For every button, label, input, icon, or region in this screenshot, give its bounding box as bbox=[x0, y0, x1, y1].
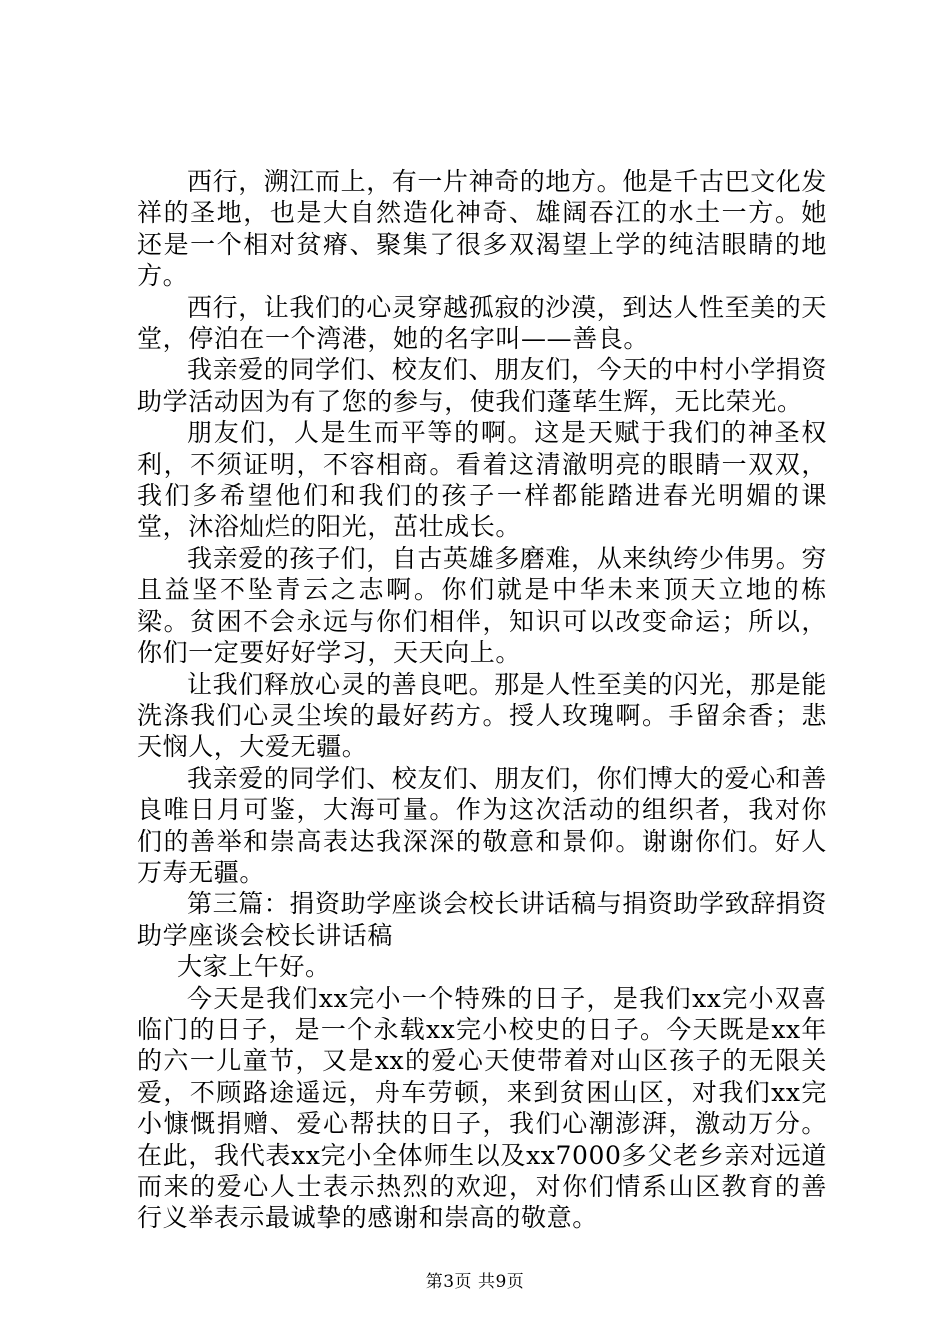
paragraph-1: 西行，溯江而上，有一片神奇的地方。他是千古巴文化发祥的圣地，也是大自然造化神奇、雄阔吞江的水土一方。她还是一个相对贫瘠、聚集了很多双渴望上学的纯洁眼睛的地方。 bbox=[137, 167, 828, 291]
section-heading: 第三篇：捐资助学座谈会校长讲话稿与捐资助学致辞捐资助学座谈会校长讲话稿 bbox=[137, 889, 828, 950]
paragraph-7: 我亲爱的同学们、校友们、朋友们，你们博大的爱心和善良唯日月可鉴，大海可量。作为这次活动的组织者，我对你们的善举和崇高表达我深深的敬意和景仰。谢谢你们。好人万寿无疆。 bbox=[137, 763, 828, 887]
paragraph-4: 朋友们，人是生而平等的啊。这是天赋于我们的神圣权利，不须证明，不容相商。看着这清澈明亮的眼睛一双双，我们多希望他们和我们的孩子一样都能踏进春光明媚的课堂，沐浴灿烂的阳光，茁壮成长。 bbox=[137, 418, 827, 542]
paragraph-5: 我亲爱的孩子们，自古英雄多磨难，从来纨绔少伟男。穷且益坚不坠青云之志啊。你们就是中华未来顶天立地的栋梁。贫困不会永远与你们相伴，知识可以改变命运；所以，你们一定要好好学习，天天向上。 bbox=[137, 543, 828, 668]
paragraph-2: 西行，让我们的心灵穿越孤寂的沙漠，到达人性至美的天堂，停泊在一个湾港，她的名字叫——善良。 bbox=[137, 292, 828, 354]
page-number-footer: 第3页 共9页 bbox=[425, 1272, 525, 1292]
paragraph-3: 我亲爱的同学们、校友们、朋友们，今天的中村小学捐资助学活动因为有了您的参与，使我们蓬荜生辉，无比荣光。 bbox=[137, 355, 828, 416]
paragraph-10: 今天是我们xx完小一个特殊的日子，是我们xx完小双喜临门的日子，是一个永载xx完小校史的日子。今天既是xx年的六一儿童节，又是xx的爱心天使带着对山区孩子的无限关爱，不顾路途遥远，舟车劳顿，来到贫困山区，对我们xx完小慷慨捐赠、爱心帮扶的日子，我们心潮澎湃，激动万分。在此，我代表xx完小全体师生以及xx7000多父老乡亲对远道而来的爱心人士表示热烈的欢迎，对你们情系山区教育的善行义举表示最诚挚的感谢和崇高的敬意。 bbox=[137, 983, 827, 1233]
paragraph-6: 让我们释放心灵的善良吧。那是人性至美的闪光，那是能洗涤我们心灵尘埃的最好药方。授人玫瑰啊。手留余香；悲天悯人，大爱无疆。 bbox=[137, 669, 828, 762]
greeting-paragraph: 大家上午好。 bbox=[177, 952, 331, 982]
document-body bbox=[137, 166, 827, 1234]
